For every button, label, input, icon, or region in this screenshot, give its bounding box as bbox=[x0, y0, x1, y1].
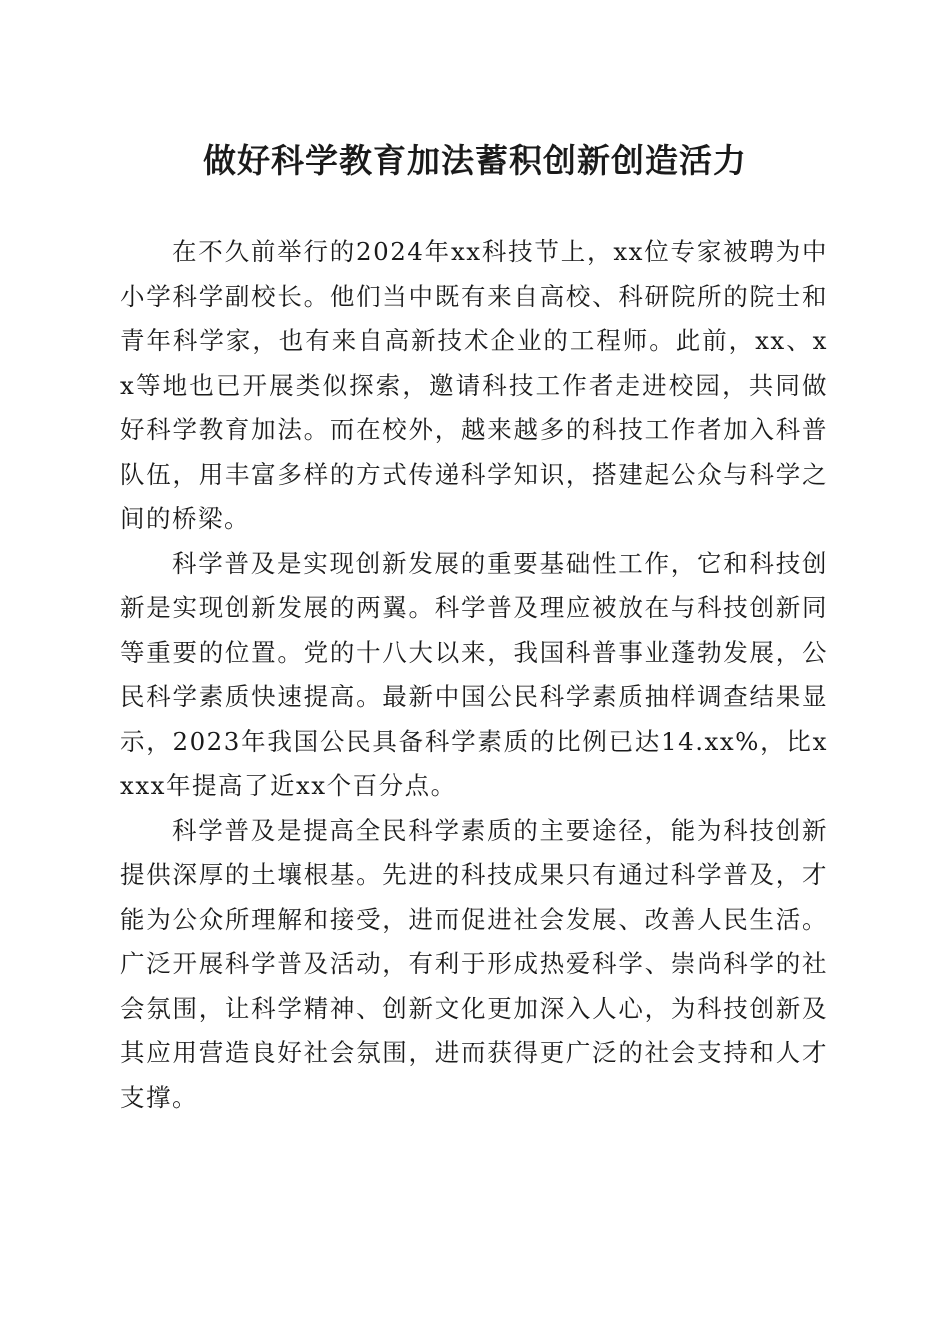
paragraph-1: 在不久前举行的2024年xx科技节上，xx位专家被聘为中小学科学副校长。他们当中既有来自高校、科研院所的院士和青年科学家，也有来自高新技术企业的工程师。此前，xx、xx等地也已开展类似探索，邀请科技工作者走进校园，共同做好科学教育加法。而在校外，越来越多的科技工作者加入科普队伍，用丰富多样的方式传递科学知识，搭建起公众与科学之间的桥梁。 bbox=[120, 237, 828, 533]
paragraph-3: 科学普及是提高全民科学素质的主要途径，能为科技创新提供深厚的土壤根基。先进的科技成果只有通过科学普及，才能为公众所理解和接受，进而促进社会发展、改善人民生活。广泛开展科学普及活动，有利于形成热爱科学、崇尚科学的社会氛围，让科学精神、创新文化更加深入人心，为科技创新及其应用营造良好社会氛围，进而获得更广泛的社会支持和人才支撑。 bbox=[120, 815, 828, 1112]
document-title: 做好科学教育加法蓄积创新创造活力 bbox=[203, 141, 747, 180]
paragraph-2: 科学普及是实现创新发展的重要基础性工作，它和科技创新是实现创新发展的两翼。科学普及理应被放在与科技创新同等重要的位置。党的十八大以来，我国科普事业蓬勃发展，公民科学素质快速提高。最新中国公民科学素质抽样调查结果显示，2023年我国公民具备科学素质的比例已达14.xx%，比xxxx年提高了近xx个百分点。 bbox=[120, 548, 828, 800]
document-body bbox=[120, 230, 828, 1120]
